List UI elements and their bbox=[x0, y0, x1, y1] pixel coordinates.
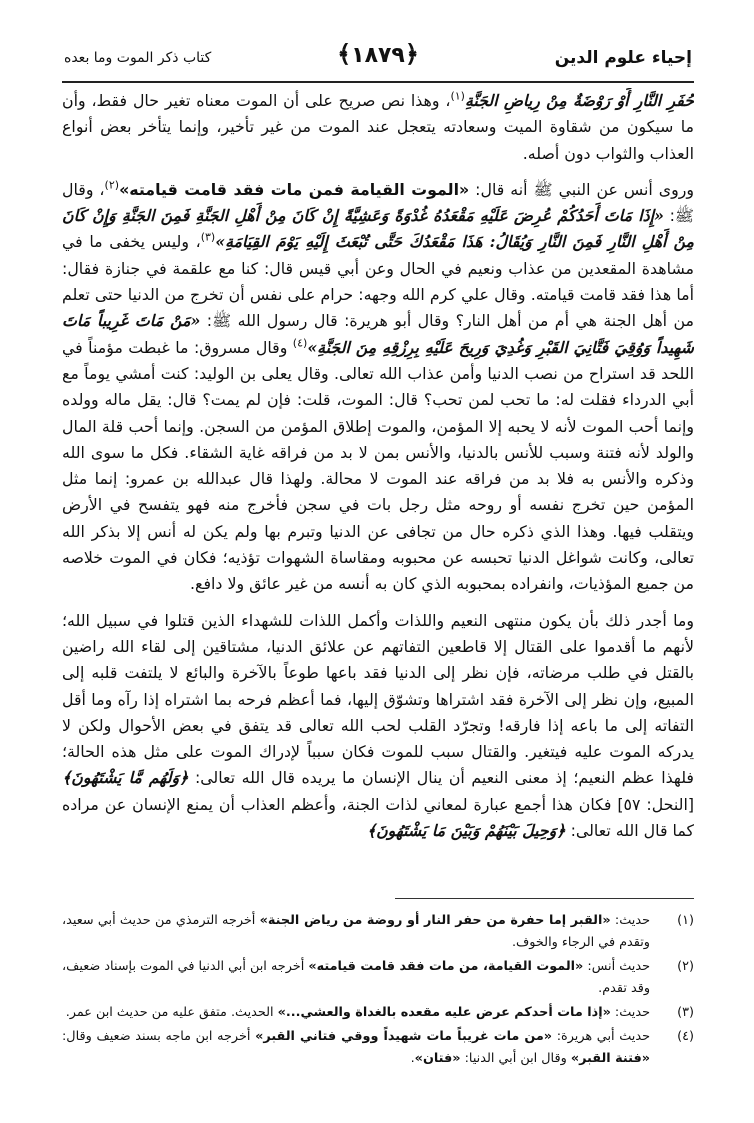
footnote-number: (٣) bbox=[677, 1005, 694, 1020]
footnote-divider bbox=[395, 898, 694, 899]
quote-text: ﴿وَلَهُم مَّا يَشْتَهُونَ﴾ bbox=[62, 768, 189, 788]
footnote bbox=[62, 1026, 694, 1070]
main-text bbox=[62, 88, 694, 888]
text-run: وما أجدر ذلك بأن يكون منتهى النعيم واللذات وأكمل اللذات للشهداء الذين قتلوا في سبيل الله؛ لأنهم ما أقدموا على القتال إلا قاطعين التفاتهم عن علائق الدنيا، مشتاقين إلى لقاء الله راضين بالقتل في طلب مرضاته، فإن نظر إلى الدنيا فقد باعها طوعاً بالآخرة والبائع لا يلتفت قلبه إلى المبيع، وإن نظر إلى الآخرة فقد اشتراها وتشوّق إليها، فما أعظم فرحه بما اشتراه إذا رآه وما أقل التفاته إلى ما باعه إذا فارقه! وتجرّد القلب لحب الله تعالى قد يتفق في بعض الأحوال ولكن لا يدركه الموت عليه فيتغير. والقتال سبب للموت فكان سبباً لإدراك الموت على مثل هذه الحالة؛ فلهذا عظم النعيم؛ إذ معنى النعيم أن ينال الإنسان ما يريده قال الله تعالى: bbox=[62, 610, 694, 788]
bold-text: «من مات غريباً مات شهيداً ووقي فتاني القبر» bbox=[255, 1029, 553, 1044]
bold-text: «الموت القيامة فمن مات فقد قامت قيامته» bbox=[119, 179, 470, 199]
footnote-ref[interactable]: (٢) bbox=[104, 178, 120, 192]
footnote-ref[interactable]: (١) bbox=[450, 89, 465, 103]
text-run: وقال ابن أبي الدنيا: bbox=[460, 1051, 571, 1066]
header-divider bbox=[62, 81, 694, 83]
text-run: أخرجه ابن أبي الدنيا في الموت بإسناد ضعيف، وقد تقدم. bbox=[62, 959, 650, 996]
text-run: أخرجه ابن ماجه بسند ضعيف وقال: bbox=[62, 1029, 256, 1044]
quote-text: «مَنْ مَاتَ غَرِيباً مَاتَ شَهِيداً وَوُقِيَ فَتَّانِيَ القَبْرِ وَغُدِيَ وَرِيحَ عَلَيْهِ بِرِزْقِهِ مِنَ الجَنَّةِ» bbox=[62, 311, 694, 357]
footnote bbox=[62, 1002, 694, 1024]
footnotes bbox=[62, 910, 694, 1110]
paragraph bbox=[62, 608, 694, 845]
bold-text: «فتنة القبر» bbox=[570, 1051, 650, 1066]
text-run: وروى أنس عن النبي ﷺ أنه قال: bbox=[469, 179, 694, 199]
text-run: حديث: bbox=[610, 1005, 650, 1020]
footnote-ref[interactable]: (٤) bbox=[292, 336, 308, 350]
text-run: حديث أنس: bbox=[583, 959, 650, 974]
left-brace-ornament-icon: ﴿ bbox=[404, 40, 419, 68]
bold-text: «فتان» bbox=[414, 1051, 461, 1066]
footnote bbox=[62, 910, 694, 954]
quote-text: «إِذَا مَاتَ أَحَدُكُمْ عُرِضَ عَلَيْهِ مَقْعَدُهُ غُدْوَةً وَعَشِيَّةً إِنْ كَانَ مِنْ أَهْلِ الجَنَّةِ فَمِنَ الجَنَّةِ وَإِنْ كَانَ مِنْ أَهْلِ النَّارِ فَمِنَ النَّارِ وَيُقَالُ: هَذَا مَقْعَدُكَ حَتَّى تُبْعَثَ إِلَيْهِ يَوْمَ القِيَامَةِ» bbox=[62, 206, 694, 252]
text-run: ، وليس يخفى ما في مشاهدة المقعدين من عذاب ونعيم في الحال وعن أبي قيس قال: كنا مع علقمة في جنازة فقال: أما هذا فقد قامت قيامته. وقال علي كرم الله وجهه: حرام على نفس أن تخرج من الدنيا حتى تعلم من أهل الجنة هي أم من أهل النار؟ وقال أبو هريرة: قال رسول الله ﷺ: bbox=[62, 232, 694, 331]
text-run: ، وقال ﷺ: bbox=[62, 179, 694, 226]
footnote-number: (٢) bbox=[677, 959, 694, 974]
book-title: إحياء علوم الدين bbox=[554, 48, 692, 68]
paragraph bbox=[62, 88, 694, 167]
page-header bbox=[64, 36, 692, 76]
page-number-value: ١٨٧٩ bbox=[351, 43, 405, 68]
text-run: ، وهذا نص صريح على أن الموت معناه تغير حال فقط، وأن ما سيكون من شقاوة الميت وسعادته يتعجل عند الموت من غير تأخير، وإنما يتأخر بعض أنواع العذاب والثواب دون أصله. bbox=[62, 91, 694, 163]
bold-text: «إذا مات أحدكم عرض عليه مقعده بالغداة والعشي...» bbox=[277, 1005, 611, 1020]
quote-text: ﴿وَحِيلَ بَيْنَهُمْ وَبَيْنَ مَا يَشْتَهُونَ﴾ bbox=[366, 821, 566, 841]
quote-text: حُفَرِ النَّارِ أَوْ رَوْضَةٌ مِنْ رِياضِ الجَنَّةِ bbox=[464, 91, 694, 110]
text-run: . bbox=[410, 1051, 415, 1066]
page-number bbox=[337, 40, 419, 68]
paragraph bbox=[62, 177, 694, 598]
text-run: [النحل: ٥٧] فكان هذا أجمع عبارة لمعاني لذات الجنة، وأعظم العذاب أن يمنع الإنسان عن مراده كما قال الله تعالى: bbox=[62, 794, 694, 841]
text-run: حديث: bbox=[610, 913, 650, 928]
footnote-number: (١) bbox=[677, 913, 694, 928]
footnote bbox=[62, 956, 694, 1000]
right-brace-ornament-icon: ﴾ bbox=[337, 40, 352, 68]
footnote-number: (٤) bbox=[677, 1029, 694, 1044]
text-run: حديث أبي هريرة: bbox=[552, 1029, 650, 1044]
bold-text: «القبر إما حفرة من حفر النار أو روضة من رياض الجنة» bbox=[259, 913, 611, 928]
bold-text: «الموت القيامة، من مات فقد قامت قيامته» bbox=[308, 959, 584, 974]
text-run: الحديث. متفق عليه من حديث ابن عمر. bbox=[65, 1005, 278, 1020]
chapter-title: كتاب ذكر الموت وما بعده bbox=[64, 50, 212, 66]
footnote-ref[interactable]: (٣) bbox=[200, 231, 216, 245]
text-run: وقال مسروق: ما غبطت مؤمناً في اللحد قد استراح من نصب الدنيا وأمن عذاب الله تعالى. وقال يعلى بن الوليد: كنت أمشي يوماً مع أبي الدرداء فقلت له: ما تحب لمن تحب؟ قال: الموت، قلت: فإن لم يمت؟ قال: يقل ماله وولده وإنما أحب الموت لأنه لا يحبه إلا المؤمن، والموت إطلاق المؤمن من السجن. وإنما أحب قلة المال والولد لأنه فتنة وسبب للأنس بالدنيا، والأنس بمن لا بد من فراقه غاية الشقاء. فكل ما سوى الله وذكره والأنس به فلا بد من فراقه عند الموت لا محالة. ولهذا قال عبدالله بن عمرو: إنما مثل المؤمن حين تخرج نفسه أو روحه مثل رجل بات في سجن فأخرج منه فهو يتفسح في الأرض ويتقلب فيها. وهذا الذي ذكره حال من تجافى عن الدنيا وتبرم بها ولم يكن له أنس إلا بذكر الله تعالى، وكانت شواغل الدنيا تحبسه عن محبوبه ومقاساة الشهوات تؤذيه؛ فكان في الموت خلاصه من جميع المؤذيات، وانفراده بمحبوبه الذي كان به أنسه من غير عائق ولا دافع. bbox=[62, 337, 694, 594]
text-run: أخرجه الترمذي من حديث أبي سعيد، وتقدم في الرجاء والخوف. bbox=[62, 913, 650, 950]
